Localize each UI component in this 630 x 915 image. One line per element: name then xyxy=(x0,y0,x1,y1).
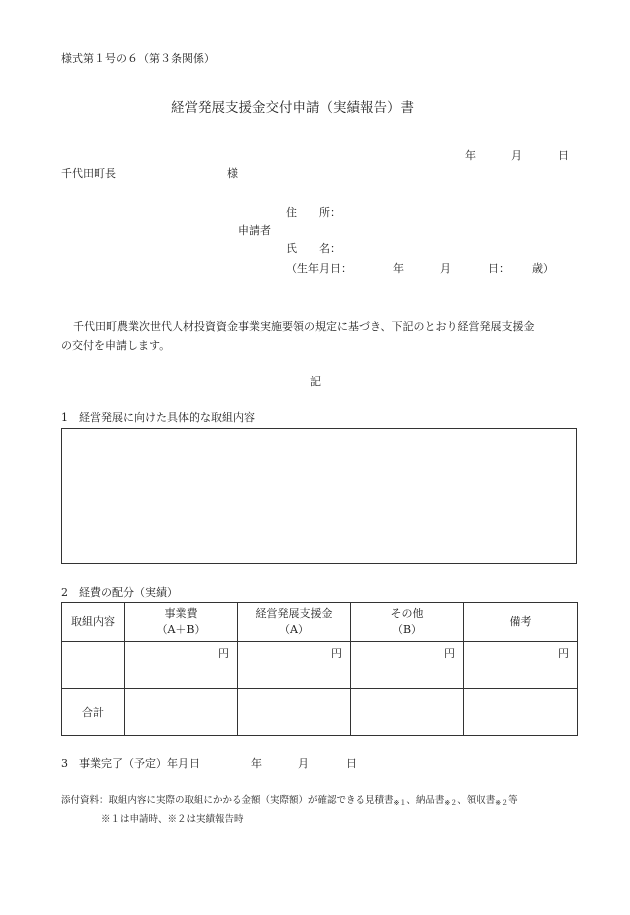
yen-unit: 円 xyxy=(218,647,229,660)
cost-allocation-table xyxy=(61,602,578,736)
attachments-text: 添付資料：取組内容に実際の取組にかかる金額（実際額）が確認できる見積書 xyxy=(61,795,394,806)
attachment-mark-1: ※１ xyxy=(393,799,407,807)
body-line-1: 千代田町農業次世代人材投資資金事業実施要領の規定に基づき、下記のとおり経営発展支援金 xyxy=(73,320,535,333)
applicant-label: 申請者 xyxy=(238,224,271,237)
birth-year-label: 年 xyxy=(393,262,404,275)
header-project-cost-formula: （A＋B） xyxy=(156,623,206,636)
attachments-note: ※１は申請時、※２は実績報告時 xyxy=(101,814,244,825)
header-subsidy-code: （A） xyxy=(279,623,309,636)
completion-day-label: 日 xyxy=(346,757,357,770)
attachments-line xyxy=(61,795,518,807)
section3-heading: 3 事業完了（予定）年月日 xyxy=(61,757,200,770)
recipient-suffix: 様 xyxy=(227,167,238,180)
total-subsidy-cell[interactable] xyxy=(238,689,351,736)
total-other-cell[interactable] xyxy=(351,689,464,736)
completion-month-label: 月 xyxy=(298,757,309,770)
content-cell[interactable] xyxy=(62,642,125,689)
section1-heading: 1 経営発展に向けた具体的な取組内容 xyxy=(61,411,255,424)
header-subsidy xyxy=(238,603,351,642)
form-number: 様式第１号の６（第３条関係） xyxy=(61,52,215,65)
date-month-label: 月 xyxy=(511,149,522,162)
recipient-name: 千代田町長 xyxy=(61,167,116,180)
yen-unit: 円 xyxy=(331,647,342,660)
table-total-row xyxy=(62,689,578,736)
total-label: 合計 xyxy=(62,689,125,736)
header-other-label: その他 xyxy=(390,607,424,621)
yen-unit: 円 xyxy=(444,647,455,660)
attachments-receipt: 、領収書 xyxy=(457,795,496,806)
total-project-cost-cell[interactable] xyxy=(125,689,238,736)
document-title: 経営発展支援金交付申請（実績報告）書 xyxy=(171,100,414,116)
yen-unit: 円 xyxy=(558,647,569,660)
content-input-box[interactable] xyxy=(61,428,577,564)
attachments-suffix: 等 xyxy=(508,795,518,806)
header-content: 取組内容 xyxy=(62,603,125,642)
attachment-mark-2: ※２ xyxy=(495,799,509,807)
total-remarks-cell[interactable] xyxy=(464,689,578,736)
completion-year-label: 年 xyxy=(251,757,262,770)
date-day-label: 日 xyxy=(558,149,569,162)
ki-heading: 記 xyxy=(310,375,321,388)
section2-heading: 2 経費の配分（実績） xyxy=(61,586,178,599)
birth-month-label: 月 xyxy=(440,262,451,275)
address-label: 住 所： xyxy=(286,206,341,219)
header-other xyxy=(351,603,464,642)
birthdate-open: （生年月日： xyxy=(286,262,352,275)
header-project-cost xyxy=(125,603,238,642)
age-label: 歳） xyxy=(532,262,554,275)
other-cell[interactable] xyxy=(351,642,464,689)
subsidy-cell[interactable] xyxy=(238,642,351,689)
header-other-code: （B） xyxy=(391,623,423,636)
date-year-label: 年 xyxy=(465,149,476,162)
table-row xyxy=(62,642,578,689)
project-cost-cell[interactable] xyxy=(125,642,238,689)
header-remarks: 備考 xyxy=(464,603,578,642)
header-subsidy-label: 経営発展支援金 xyxy=(255,607,333,621)
remarks-cell[interactable] xyxy=(464,642,578,689)
body-line-2: の交付を申請します。 xyxy=(61,339,171,352)
attachment-mark-2: ※２ xyxy=(444,799,458,807)
birth-day-label: 日： xyxy=(488,262,510,275)
header-project-cost-label: 事業費 xyxy=(164,607,198,621)
attachments-delivery: 、納品書 xyxy=(406,795,445,806)
table-header-row xyxy=(62,603,578,642)
name-label: 氏 名： xyxy=(286,242,341,255)
